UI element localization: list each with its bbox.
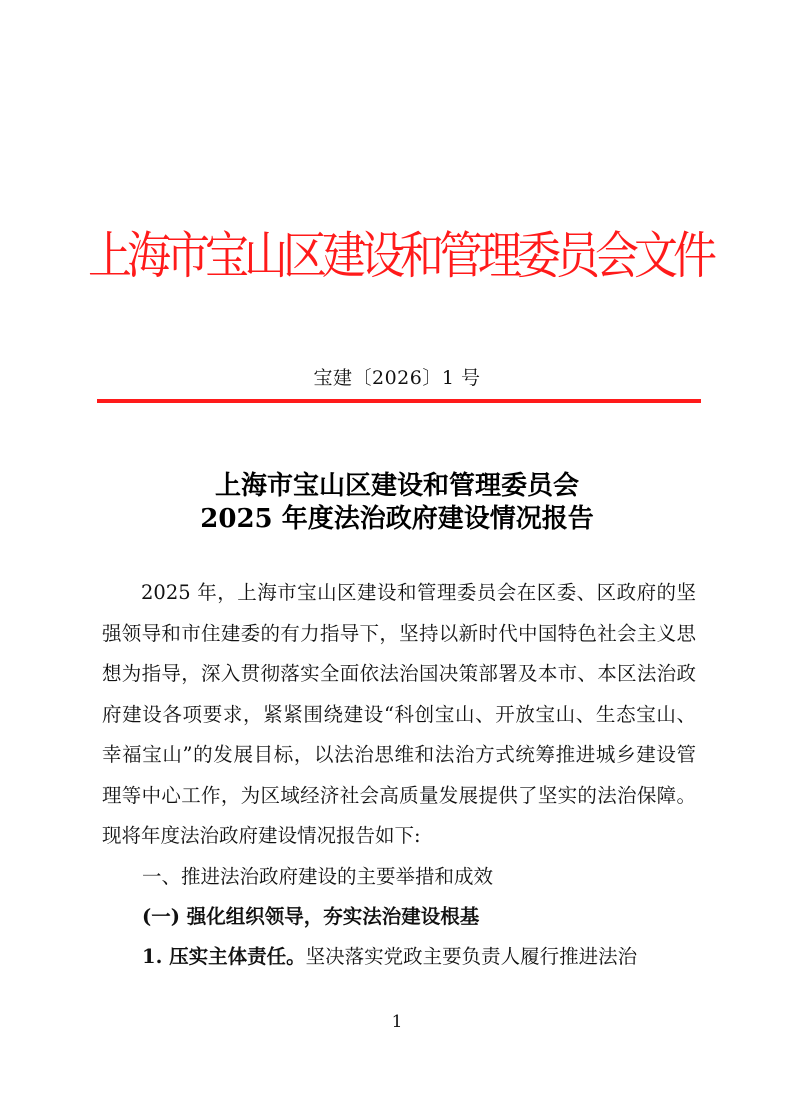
subsection-heading: (一) 强化组织领导，夯实法治建设根基 [142, 904, 480, 928]
issuer-red-header: 上海市宝山区建设和管理委员会文件 [88, 227, 712, 286]
intro-paragraph: 2025 年，上海市宝山区建设和管理委员会在区委、区政府的坚强领导和市住建委的有力指导下，坚持以新时代中国特色社会主义思想为指导，深入贯彻落实全面依法治国决策部署及本市、本区法治政府建设各项要求，紧紧围绕建设“科创宝山、开放宝山、生态宝山、幸福宝山”的发展目标，以法治思维和法治方式统筹推进城乡建设管理等中心工作，为区域经济社会高质量发展提供了坚实的法治保障。现将年度法治政府建设情况报告如下: [102, 581, 696, 847]
document-body [102, 573, 696, 977]
document-title [0, 470, 794, 536]
document-number: 宝建〔2026〕1 号 [313, 367, 481, 389]
title-line-1: 上海市宝山区建设和管理委员会 [214, 471, 579, 501]
page-number: 1 [391, 1012, 403, 1032]
item-paragraph [102, 937, 696, 977]
item-lead: 1. 压实主体责任。 [142, 944, 306, 968]
item-text: 坚决落实党政主要负责人履行推进法治 [305, 944, 638, 968]
section-heading: 一、推进法治政府建设的主要举措和成效 [142, 864, 494, 888]
red-divider-rule [97, 399, 701, 403]
title-line-2: 2025 年度法治政府建设情况报告 [200, 504, 594, 534]
